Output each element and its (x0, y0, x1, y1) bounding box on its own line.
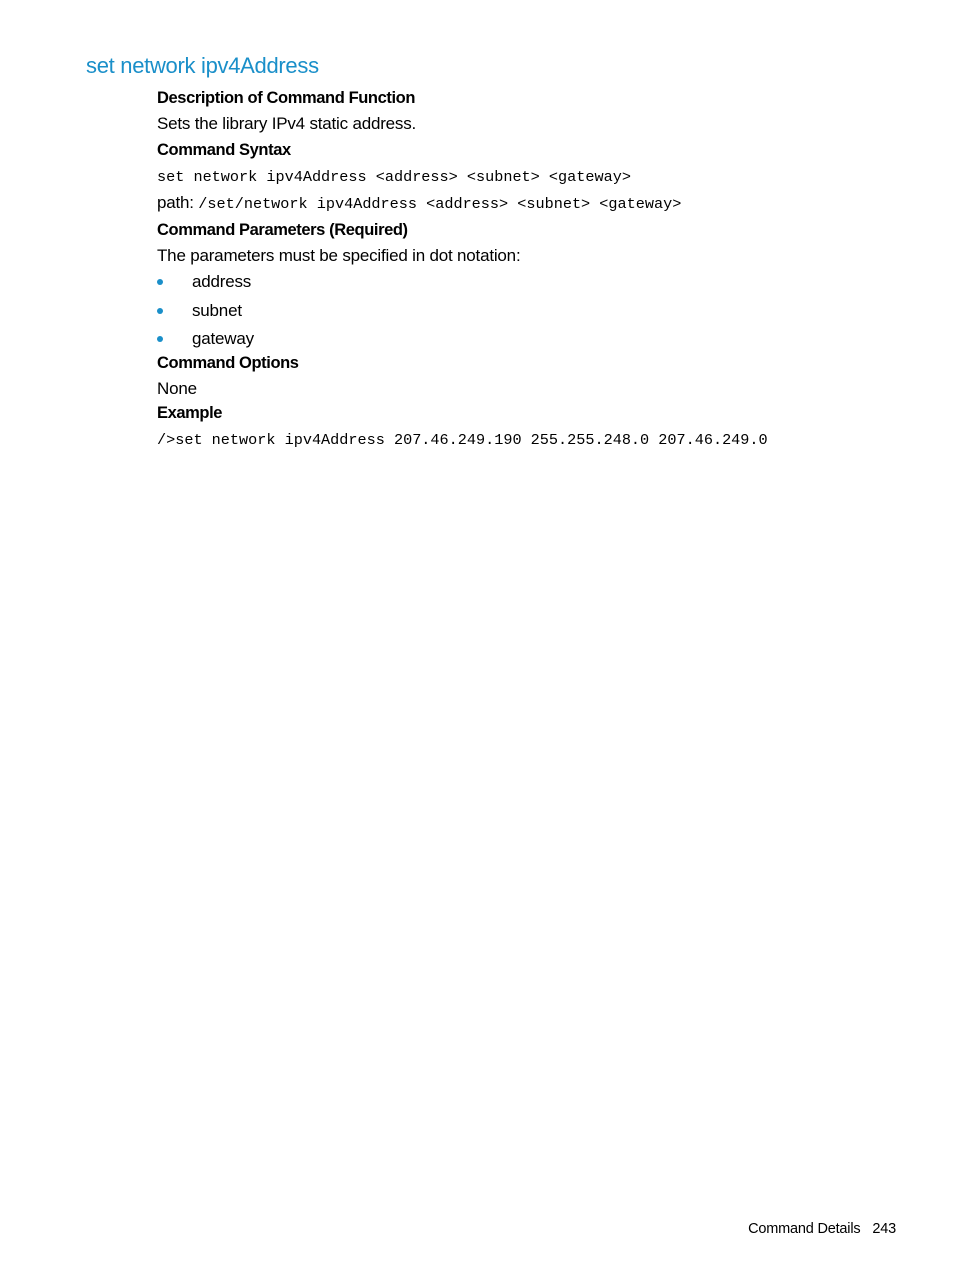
parameter-address: address (192, 272, 252, 291)
example-command-code: />set network ipv4Address 207.46.249.190 255.255.248.0 207.46.249.0 (157, 430, 768, 449)
syntax-path-label: path: (157, 193, 194, 212)
example-command (157, 428, 917, 452)
page-title: set network ipv4Address (86, 53, 319, 78)
list-item (157, 299, 917, 328)
bullet-icon (157, 336, 163, 342)
parameters-text: The parameters must be specified in dot notation: (157, 246, 521, 265)
description-heading: Description of Command Function (157, 89, 416, 107)
parameter-subnet: subnet (192, 300, 242, 320)
page-number: 243 (872, 1221, 896, 1237)
syntax-heading: Command Syntax (157, 141, 291, 159)
parameters-heading: Command Parameters (Required) (157, 221, 408, 239)
syntax-path-line (157, 191, 917, 216)
syntax-path-code: /set/network ipv4Address <address> <subnet> <gateway> (198, 195, 682, 213)
bullet-icon (157, 279, 163, 285)
page-footer (748, 1221, 896, 1237)
parameters-list (157, 270, 917, 356)
parameter-gateway: gateway (192, 329, 254, 348)
options-heading: Command Options (157, 353, 299, 372)
footer-section-name: Command Details (748, 1221, 861, 1237)
example-heading: Example (157, 403, 223, 422)
bullet-icon (157, 308, 163, 314)
syntax-command-code: set network ipv4Address <address> <subnet> <gateway> (157, 168, 631, 186)
list-item (157, 270, 917, 299)
syntax-command (157, 165, 917, 189)
options-text: None (157, 378, 197, 398)
description-text: Sets the library IPv4 static address. (157, 114, 417, 133)
command-reference-content (157, 86, 917, 452)
list-item (157, 327, 917, 356)
